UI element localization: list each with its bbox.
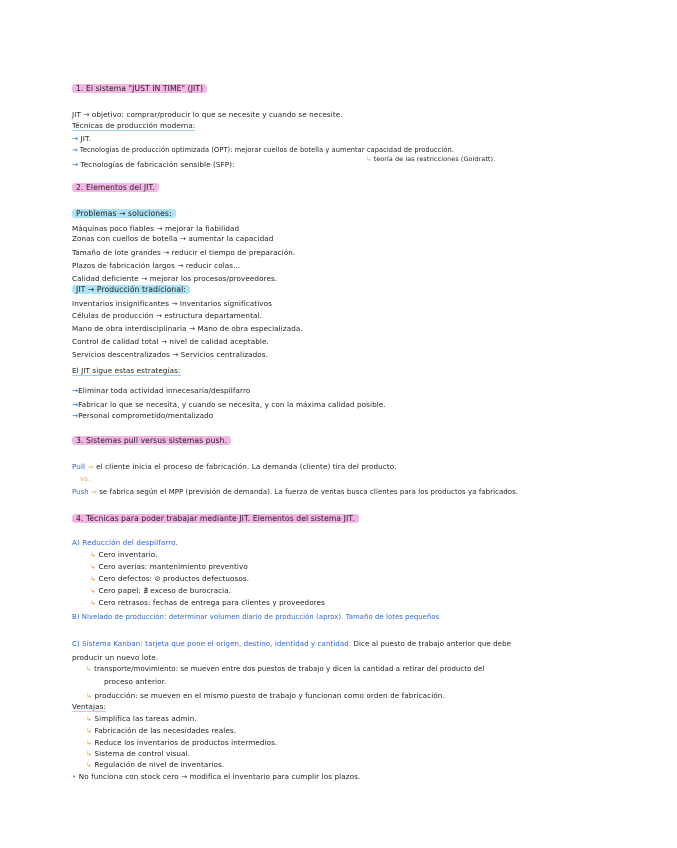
ventaja-item: ↳ Regulación de nivel de inventarios. [86, 760, 225, 769]
strategy-item: →Fabricar lo que se necesita, y cuando se necesita, y con la máxima calidad posible. [72, 400, 386, 409]
return-arrow-icon: ↳ [90, 598, 97, 607]
ventaja-item: ↳ Sistema de control visual. [86, 749, 191, 758]
comparison-line: Servicios descentralizados → Servicios centralizados. [72, 350, 268, 359]
c-line-1: C) Sistema Kanban: tarjeta que pone el origen, destino, identidad y cantidad. Dice al puesto de trabajo anterior que debe [72, 640, 512, 648]
section-4-title: 4. Técnicas para poder trabajar mediante JIT. Elementos del sistema JIT. [72, 514, 359, 523]
ventaja-item: ↳ Simplifica las tareas admin. [86, 714, 197, 723]
c-item-cont: proceso anterior. [104, 677, 167, 686]
a-item: ↳ Cero defectos: ⊘ productos defectuosos. [90, 574, 250, 583]
ventaja-item: ↳ Fabricación de las necesidades reales. [86, 726, 237, 735]
section-1-title: 1. El sistema "JUST IN TIME" (JIT) [72, 84, 207, 93]
estrategias-heading: El JIT sigue estas estrategias: [72, 366, 181, 375]
arrow-icon: → [72, 160, 79, 169]
return-arrow-icon: ↳ [90, 550, 97, 559]
a-item: ↳ Cero papel: ∄ exceso de burocracia. [90, 586, 232, 595]
tecnica-item: → Tecnologías de fabricación sensible (SFP): [72, 160, 235, 169]
problema-line: Calidad deficiente → mejorar los procesos/proveedores. [72, 274, 278, 283]
return-arrow-icon: ↳ [90, 562, 97, 571]
comparison-line: Control de calidad total → nivel de calidad aceptable. [72, 337, 269, 346]
return-arrow-icon: ↳ [86, 714, 93, 723]
arrow-icon: → [72, 386, 79, 395]
return-arrow-icon: ↳ [86, 726, 93, 735]
a-item: ↳ Cero inventario. [90, 550, 158, 559]
comparison-line: Células de producción → estructura departamental. [72, 311, 262, 320]
arrow-icon: → [72, 134, 79, 143]
c-item: ↳ producción: se mueven en el mismo puesto de trabajo y funcionan como orden de fabricación. [86, 691, 445, 700]
jit-vs-tradicional: JIT → Producción tradicional: [72, 285, 190, 294]
double-arrow-icon: ⇒ [85, 462, 94, 471]
return-arrow-icon: ↳ [90, 586, 97, 595]
section-2-title: 2. Elementos del JIT. [72, 183, 159, 192]
vs-label: vs. [80, 474, 91, 483]
c-line-2: producir un nuevo lote. [72, 653, 159, 662]
tecnica-item: → Tecnologías de producción optimizada (OPT): mejorar cuellos de botella y aumentar capacidad de producción. [72, 146, 454, 154]
problema-line: Tamaño de lote grandes → reducir el tiempo de preparación. [72, 248, 296, 257]
comparison-line: Inventarios insignificantes → Inventarios significativos [72, 299, 272, 308]
arrow-icon: → [72, 146, 78, 154]
arrow-icon: → [72, 411, 79, 420]
b-line: B) Nivelado de producción: determinar volumen diario de producción (aprox). Tamaño de lotes pequeños [72, 613, 440, 621]
section-3-title: 3. Sistemas pull versus sistemas push. [72, 436, 231, 445]
a-item: ↳ Cero retrasos: fechas de entrega para clientes y proveedores [90, 598, 325, 607]
comparison-line: Mano de obra interdisciplinaria → Mano de obra especializada. [72, 324, 303, 333]
pull-line: Pull ⇒ el cliente inicia el proceso de fabricación. La demanda (cliente) tira del producto. [72, 462, 397, 471]
return-arrow-icon: ↳ [86, 665, 92, 673]
c-item: ↳ transporte/movimiento: se mueven entre dos puestos de trabajo y dicen la cantidad a retirar del producto del [86, 665, 485, 673]
arrow-icon: → [72, 400, 79, 409]
problemas-heading: Problemas → soluciones: [72, 209, 176, 218]
a-title: A) Reducción del despilfarro. [72, 538, 178, 547]
push-line: Push ⇒ se fabrica según el MPP (previsión de demanda). La fuerza de ventas busca clientes para los productos ya fabricados. [72, 488, 519, 496]
strategy-item: →Eliminar toda actividad innecesaria/despilfarro [72, 386, 251, 395]
return-arrow-icon: ↳ [86, 749, 93, 758]
jit-objective: JIT → objetivo: comprar/producir lo que se necesite y cuando se necesite. [72, 110, 343, 119]
tecnicas-heading: Técnicas de producción moderna: [72, 121, 196, 130]
problema-line: Plazos de fabricación largos → reducir colas… [72, 261, 241, 270]
problema-line: Máquinas poco fiables → mejorar la fiabilidad [72, 224, 240, 233]
double-arrow-icon: ⇒ [88, 488, 97, 496]
return-arrow-icon: ↳ [86, 738, 93, 747]
tecnica-item: → JIT. [72, 134, 91, 143]
return-arrow-icon: ↳ [86, 691, 93, 700]
problema-line: Zonas con cuellos de botella → aumentar la capacidad [72, 234, 274, 243]
strategy-item: →Personal comprometido/mentalizado [72, 411, 214, 420]
ventajas-heading: Ventajas: [72, 702, 107, 711]
final-note: • No funciona con stock cero → modifica el inventario para cumplir los plazos. [72, 772, 361, 781]
return-arrow-icon: ↳ [86, 760, 93, 769]
ventaja-item: ↳ Reduce los inventarios de productos intermedios. [86, 738, 278, 747]
teoria-note: ↳ teoría de las restricciones (Goldratt). [366, 155, 496, 163]
return-arrow-icon: ↳ [366, 155, 372, 163]
bullet-icon: • [72, 772, 77, 781]
a-item: ↳ Cero averías: mantenimiento preventivo [90, 562, 248, 571]
return-arrow-icon: ↳ [90, 574, 97, 583]
